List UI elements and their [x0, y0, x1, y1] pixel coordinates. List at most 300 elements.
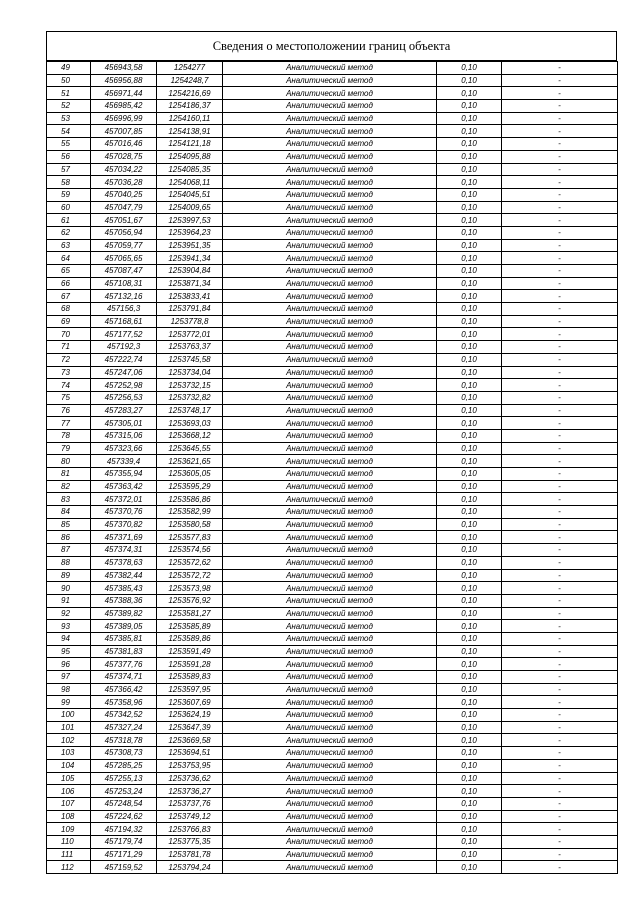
- y-coordinate-cell: 1253732,82: [157, 391, 223, 404]
- note-cell: -: [502, 696, 618, 709]
- accuracy-cell: 0,10: [437, 214, 502, 227]
- method-cell: Аналитический метод: [223, 810, 437, 823]
- table-row: [47, 772, 618, 785]
- y-coordinate-cell: 1253833,41: [157, 290, 223, 303]
- note-cell: -: [502, 861, 618, 874]
- table-row: [47, 797, 618, 810]
- accuracy-cell: 0,10: [437, 531, 502, 544]
- note-cell: -: [502, 214, 618, 227]
- point-number-cell: 110: [47, 835, 91, 848]
- method-cell: Аналитический метод: [223, 341, 437, 354]
- table-row: [47, 671, 618, 684]
- x-coordinate-cell: 457256,53: [91, 391, 157, 404]
- point-number-cell: 63: [47, 239, 91, 252]
- x-coordinate-cell: 457385,43: [91, 582, 157, 595]
- method-cell: Аналитический метод: [223, 442, 437, 455]
- accuracy-cell: 0,10: [437, 861, 502, 874]
- point-number-cell: 84: [47, 506, 91, 519]
- method-cell: Аналитический метод: [223, 797, 437, 810]
- method-cell: Аналитический метод: [223, 176, 437, 189]
- method-cell: Аналитический метод: [223, 848, 437, 861]
- method-cell: Аналитический метод: [223, 772, 437, 785]
- y-coordinate-cell: 1253595,29: [157, 480, 223, 493]
- point-number-cell: 81: [47, 468, 91, 481]
- x-coordinate-cell: 457108,31: [91, 277, 157, 290]
- y-coordinate-cell: 1253581,27: [157, 607, 223, 620]
- method-cell: Аналитический метод: [223, 379, 437, 392]
- table-row: [47, 480, 618, 493]
- method-cell: Аналитический метод: [223, 620, 437, 633]
- point-number-cell: 92: [47, 607, 91, 620]
- x-coordinate-cell: 457327,24: [91, 721, 157, 734]
- note-cell: -: [502, 823, 618, 836]
- note-cell: -: [502, 721, 618, 734]
- table-row: [47, 531, 618, 544]
- accuracy-cell: 0,10: [437, 582, 502, 595]
- y-coordinate-cell: 1254009,65: [157, 201, 223, 214]
- point-number-cell: 67: [47, 290, 91, 303]
- y-coordinate-cell: 1253997,53: [157, 214, 223, 227]
- x-coordinate-cell: 457339,4: [91, 455, 157, 468]
- point-number-cell: 49: [47, 62, 91, 75]
- point-number-cell: 66: [47, 277, 91, 290]
- y-coordinate-cell: 1253781,78: [157, 848, 223, 861]
- y-coordinate-cell: 1254216,69: [157, 87, 223, 100]
- x-coordinate-cell: 457087,47: [91, 265, 157, 278]
- accuracy-cell: 0,10: [437, 468, 502, 481]
- accuracy-cell: 0,10: [437, 594, 502, 607]
- note-cell: -: [502, 518, 618, 531]
- y-coordinate-cell: 1254160,11: [157, 112, 223, 125]
- table-row: [47, 391, 618, 404]
- accuracy-cell: 0,10: [437, 671, 502, 684]
- y-coordinate-cell: 1254045,51: [157, 188, 223, 201]
- point-number-cell: 72: [47, 353, 91, 366]
- method-cell: Аналитический метод: [223, 74, 437, 87]
- note-cell: -: [502, 353, 618, 366]
- note-cell: -: [502, 632, 618, 645]
- accuracy-cell: 0,10: [437, 772, 502, 785]
- table-row: [47, 252, 618, 265]
- point-number-cell: 89: [47, 569, 91, 582]
- accuracy-cell: 0,10: [437, 74, 502, 87]
- table-row: [47, 607, 618, 620]
- note-cell: -: [502, 747, 618, 760]
- point-number-cell: 76: [47, 404, 91, 417]
- method-cell: Аналитический метод: [223, 391, 437, 404]
- point-number-cell: 69: [47, 315, 91, 328]
- document-frame: [46, 31, 617, 874]
- accuracy-cell: 0,10: [437, 163, 502, 176]
- point-number-cell: 74: [47, 379, 91, 392]
- note-cell: -: [502, 150, 618, 163]
- note-cell: -: [502, 468, 618, 481]
- accuracy-cell: 0,10: [437, 620, 502, 633]
- note-cell: -: [502, 176, 618, 189]
- y-coordinate-cell: 1253694,51: [157, 747, 223, 760]
- point-number-cell: 53: [47, 112, 91, 125]
- method-cell: Аналитический метод: [223, 226, 437, 239]
- accuracy-cell: 0,10: [437, 265, 502, 278]
- accuracy-cell: 0,10: [437, 442, 502, 455]
- x-coordinate-cell: 456943,58: [91, 62, 157, 75]
- point-number-cell: 55: [47, 138, 91, 151]
- point-number-cell: 106: [47, 785, 91, 798]
- note-cell: -: [502, 391, 618, 404]
- x-coordinate-cell: 457036,28: [91, 176, 157, 189]
- method-cell: Аналитический метод: [223, 62, 437, 75]
- table-row: [47, 747, 618, 760]
- point-number-cell: 65: [47, 265, 91, 278]
- note-cell: -: [502, 658, 618, 671]
- y-coordinate-cell: 1253748,17: [157, 404, 223, 417]
- x-coordinate-cell: 456971,44: [91, 87, 157, 100]
- x-coordinate-cell: 457034,22: [91, 163, 157, 176]
- method-cell: Аналитический метод: [223, 518, 437, 531]
- point-number-cell: 60: [47, 201, 91, 214]
- method-cell: Аналитический метод: [223, 353, 437, 366]
- x-coordinate-cell: 457051,67: [91, 214, 157, 227]
- accuracy-cell: 0,10: [437, 835, 502, 848]
- x-coordinate-cell: 457318,78: [91, 734, 157, 747]
- y-coordinate-cell: 1253775,35: [157, 835, 223, 848]
- note-cell: -: [502, 594, 618, 607]
- method-cell: Аналитический метод: [223, 696, 437, 709]
- method-cell: Аналитический метод: [223, 138, 437, 151]
- method-cell: Аналитический метод: [223, 214, 437, 227]
- accuracy-cell: 0,10: [437, 785, 502, 798]
- note-cell: -: [502, 848, 618, 861]
- x-coordinate-cell: 457366,42: [91, 683, 157, 696]
- x-coordinate-cell: 457224,62: [91, 810, 157, 823]
- y-coordinate-cell: 1253941,34: [157, 252, 223, 265]
- note-cell: -: [502, 683, 618, 696]
- table-row: [47, 835, 618, 848]
- table-row: [47, 303, 618, 316]
- table-row: [47, 74, 618, 87]
- accuracy-cell: 0,10: [437, 797, 502, 810]
- x-coordinate-cell: 457247,06: [91, 366, 157, 379]
- note-cell: -: [502, 265, 618, 278]
- point-number-cell: 51: [47, 87, 91, 100]
- x-coordinate-cell: 457253,24: [91, 785, 157, 798]
- point-number-cell: 112: [47, 861, 91, 874]
- accuracy-cell: 0,10: [437, 112, 502, 125]
- x-coordinate-cell: 457007,85: [91, 125, 157, 138]
- table-row: [47, 201, 618, 214]
- point-number-cell: 95: [47, 645, 91, 658]
- note-cell: -: [502, 417, 618, 430]
- table-row: [47, 315, 618, 328]
- x-coordinate-cell: 456985,42: [91, 100, 157, 113]
- method-cell: Аналитический метод: [223, 303, 437, 316]
- method-cell: Аналитический метод: [223, 594, 437, 607]
- accuracy-cell: 0,10: [437, 810, 502, 823]
- accuracy-cell: 0,10: [437, 683, 502, 696]
- accuracy-cell: 0,10: [437, 429, 502, 442]
- point-number-cell: 107: [47, 797, 91, 810]
- note-cell: -: [502, 138, 618, 151]
- note-cell: -: [502, 74, 618, 87]
- method-cell: Аналитический метод: [223, 544, 437, 557]
- note-cell: -: [502, 379, 618, 392]
- method-cell: Аналитический метод: [223, 239, 437, 252]
- point-number-cell: 96: [47, 658, 91, 671]
- method-cell: Аналитический метод: [223, 785, 437, 798]
- method-cell: Аналитический метод: [223, 125, 437, 138]
- point-number-cell: 91: [47, 594, 91, 607]
- y-coordinate-cell: 1253577,83: [157, 531, 223, 544]
- y-coordinate-cell: 1253736,62: [157, 772, 223, 785]
- x-coordinate-cell: 457308,73: [91, 747, 157, 760]
- point-number-cell: 102: [47, 734, 91, 747]
- table-row: [47, 442, 618, 455]
- accuracy-cell: 0,10: [437, 417, 502, 430]
- table-row: [47, 150, 618, 163]
- y-coordinate-cell: 1253572,62: [157, 556, 223, 569]
- x-coordinate-cell: 457028,75: [91, 150, 157, 163]
- y-coordinate-cell: 1253871,34: [157, 277, 223, 290]
- table-row: [47, 239, 618, 252]
- x-coordinate-cell: 457342,52: [91, 709, 157, 722]
- accuracy-cell: 0,10: [437, 518, 502, 531]
- x-coordinate-cell: 457389,82: [91, 607, 157, 620]
- note-cell: -: [502, 62, 618, 75]
- table-row: [47, 429, 618, 442]
- accuracy-cell: 0,10: [437, 658, 502, 671]
- method-cell: Аналитический метод: [223, 290, 437, 303]
- y-coordinate-cell: 1253791,84: [157, 303, 223, 316]
- method-cell: Аналитический метод: [223, 556, 437, 569]
- accuracy-cell: 0,10: [437, 277, 502, 290]
- note-cell: -: [502, 239, 618, 252]
- y-coordinate-cell: 1253772,01: [157, 328, 223, 341]
- y-coordinate-cell: 1253749,12: [157, 810, 223, 823]
- table-row: [47, 176, 618, 189]
- note-cell: -: [502, 810, 618, 823]
- x-coordinate-cell: 457040,25: [91, 188, 157, 201]
- accuracy-cell: 0,10: [437, 290, 502, 303]
- method-cell: Аналитический метод: [223, 658, 437, 671]
- x-coordinate-cell: 457192,3: [91, 341, 157, 354]
- note-cell: -: [502, 582, 618, 595]
- x-coordinate-cell: 457132,16: [91, 290, 157, 303]
- point-number-cell: 87: [47, 544, 91, 557]
- table-row: [47, 353, 618, 366]
- point-number-cell: 56: [47, 150, 91, 163]
- point-number-cell: 100: [47, 709, 91, 722]
- document-title: Сведения о местоположении границ объекта: [46, 31, 617, 61]
- table-row: [47, 632, 618, 645]
- x-coordinate-cell: 457156,3: [91, 303, 157, 316]
- y-coordinate-cell: 1253647,39: [157, 721, 223, 734]
- y-coordinate-cell: 1253778,8: [157, 315, 223, 328]
- y-coordinate-cell: 1253736,27: [157, 785, 223, 798]
- table-row: [47, 417, 618, 430]
- method-cell: Аналитический метод: [223, 734, 437, 747]
- accuracy-cell: 0,10: [437, 391, 502, 404]
- table-row: [47, 87, 618, 100]
- table-row: [47, 468, 618, 481]
- accuracy-cell: 0,10: [437, 544, 502, 557]
- x-coordinate-cell: 457168,61: [91, 315, 157, 328]
- method-cell: Аналитический метод: [223, 100, 437, 113]
- x-coordinate-cell: 457363,42: [91, 480, 157, 493]
- y-coordinate-cell: 1254068,11: [157, 176, 223, 189]
- note-cell: -: [502, 506, 618, 519]
- accuracy-cell: 0,10: [437, 303, 502, 316]
- table-row: [47, 493, 618, 506]
- note-cell: -: [502, 544, 618, 557]
- x-coordinate-cell: 457372,01: [91, 493, 157, 506]
- accuracy-cell: 0,10: [437, 252, 502, 265]
- method-cell: Аналитический метод: [223, 417, 437, 430]
- table-row: [47, 823, 618, 836]
- point-number-cell: 54: [47, 125, 91, 138]
- note-cell: -: [502, 112, 618, 125]
- accuracy-cell: 0,10: [437, 150, 502, 163]
- x-coordinate-cell: 457378,63: [91, 556, 157, 569]
- point-number-cell: 109: [47, 823, 91, 836]
- x-coordinate-cell: 456996,99: [91, 112, 157, 125]
- x-coordinate-cell: 457285,25: [91, 759, 157, 772]
- note-cell: -: [502, 772, 618, 785]
- point-number-cell: 105: [47, 772, 91, 785]
- table-row: [47, 696, 618, 709]
- point-number-cell: 104: [47, 759, 91, 772]
- method-cell: Аналитический метод: [223, 835, 437, 848]
- note-cell: -: [502, 734, 618, 747]
- accuracy-cell: 0,10: [437, 404, 502, 417]
- table-row: [47, 645, 618, 658]
- note-cell: -: [502, 531, 618, 544]
- table-row: [47, 861, 618, 874]
- y-coordinate-cell: 1253621,65: [157, 455, 223, 468]
- note-cell: -: [502, 125, 618, 138]
- accuracy-cell: 0,10: [437, 201, 502, 214]
- method-cell: Аналитический метод: [223, 404, 437, 417]
- note-cell: -: [502, 252, 618, 265]
- x-coordinate-cell: 457371,69: [91, 531, 157, 544]
- table-row: [47, 125, 618, 138]
- table-row: [47, 265, 618, 278]
- accuracy-cell: 0,10: [437, 379, 502, 392]
- note-cell: -: [502, 341, 618, 354]
- table-row: [47, 620, 618, 633]
- y-coordinate-cell: 1253582,99: [157, 506, 223, 519]
- accuracy-cell: 0,10: [437, 315, 502, 328]
- method-cell: Аналитический метод: [223, 480, 437, 493]
- x-coordinate-cell: 457381,83: [91, 645, 157, 658]
- note-cell: -: [502, 671, 618, 684]
- point-number-cell: 79: [47, 442, 91, 455]
- accuracy-cell: 0,10: [437, 138, 502, 151]
- table-row: [47, 455, 618, 468]
- y-coordinate-cell: 1253589,83: [157, 671, 223, 684]
- y-coordinate-cell: 1253766,83: [157, 823, 223, 836]
- y-coordinate-cell: 1253585,89: [157, 620, 223, 633]
- accuracy-cell: 0,10: [437, 62, 502, 75]
- note-cell: -: [502, 607, 618, 620]
- x-coordinate-cell: 457248,54: [91, 797, 157, 810]
- x-coordinate-cell: 457065,65: [91, 252, 157, 265]
- accuracy-cell: 0,10: [437, 125, 502, 138]
- x-coordinate-cell: 457016,46: [91, 138, 157, 151]
- y-coordinate-cell: 1253904,84: [157, 265, 223, 278]
- y-coordinate-cell: 1253645,55: [157, 442, 223, 455]
- x-coordinate-cell: 457159,52: [91, 861, 157, 874]
- table-row: [47, 328, 618, 341]
- point-number-cell: 88: [47, 556, 91, 569]
- table-row: [47, 683, 618, 696]
- x-coordinate-cell: 457374,71: [91, 671, 157, 684]
- x-coordinate-cell: 457377,76: [91, 658, 157, 671]
- method-cell: Аналитический метод: [223, 468, 437, 481]
- table-row: [47, 226, 618, 239]
- note-cell: -: [502, 226, 618, 239]
- accuracy-cell: 0,10: [437, 734, 502, 747]
- method-cell: Аналитический метод: [223, 632, 437, 645]
- point-number-cell: 80: [47, 455, 91, 468]
- accuracy-cell: 0,10: [437, 759, 502, 772]
- point-number-cell: 94: [47, 632, 91, 645]
- method-cell: Аналитический метод: [223, 607, 437, 620]
- point-number-cell: 75: [47, 391, 91, 404]
- note-cell: -: [502, 645, 618, 658]
- accuracy-cell: 0,10: [437, 747, 502, 760]
- note-cell: -: [502, 87, 618, 100]
- note-cell: -: [502, 493, 618, 506]
- note-cell: -: [502, 569, 618, 582]
- method-cell: Аналитический метод: [223, 721, 437, 734]
- x-coordinate-cell: 457179,74: [91, 835, 157, 848]
- y-coordinate-cell: 1253591,49: [157, 645, 223, 658]
- note-cell: -: [502, 797, 618, 810]
- method-cell: Аналитический метод: [223, 493, 437, 506]
- accuracy-cell: 0,10: [437, 721, 502, 734]
- y-coordinate-cell: 1253794,24: [157, 861, 223, 874]
- x-coordinate-cell: 457283,27: [91, 404, 157, 417]
- table-row: [47, 518, 618, 531]
- y-coordinate-cell: 1253576,92: [157, 594, 223, 607]
- note-cell: -: [502, 785, 618, 798]
- note-cell: -: [502, 100, 618, 113]
- table-row: [47, 277, 618, 290]
- accuracy-cell: 0,10: [437, 239, 502, 252]
- accuracy-cell: 0,10: [437, 696, 502, 709]
- coordinates-table: [46, 61, 618, 874]
- y-coordinate-cell: 1254095,88: [157, 150, 223, 163]
- x-coordinate-cell: 457382,44: [91, 569, 157, 582]
- x-coordinate-cell: 457358,96: [91, 696, 157, 709]
- point-number-cell: 78: [47, 429, 91, 442]
- y-coordinate-cell: 1253693,03: [157, 417, 223, 430]
- method-cell: Аналитический метод: [223, 328, 437, 341]
- table-row: [47, 582, 618, 595]
- accuracy-cell: 0,10: [437, 328, 502, 341]
- point-number-cell: 111: [47, 848, 91, 861]
- method-cell: Аналитический метод: [223, 252, 437, 265]
- y-coordinate-cell: 1253753,95: [157, 759, 223, 772]
- table-row: [47, 138, 618, 151]
- table-row: [47, 785, 618, 798]
- table-row: [47, 379, 618, 392]
- method-cell: Аналитический метод: [223, 455, 437, 468]
- y-coordinate-cell: 1253591,28: [157, 658, 223, 671]
- note-cell: -: [502, 556, 618, 569]
- table-row: [47, 290, 618, 303]
- method-cell: Аналитический метод: [223, 671, 437, 684]
